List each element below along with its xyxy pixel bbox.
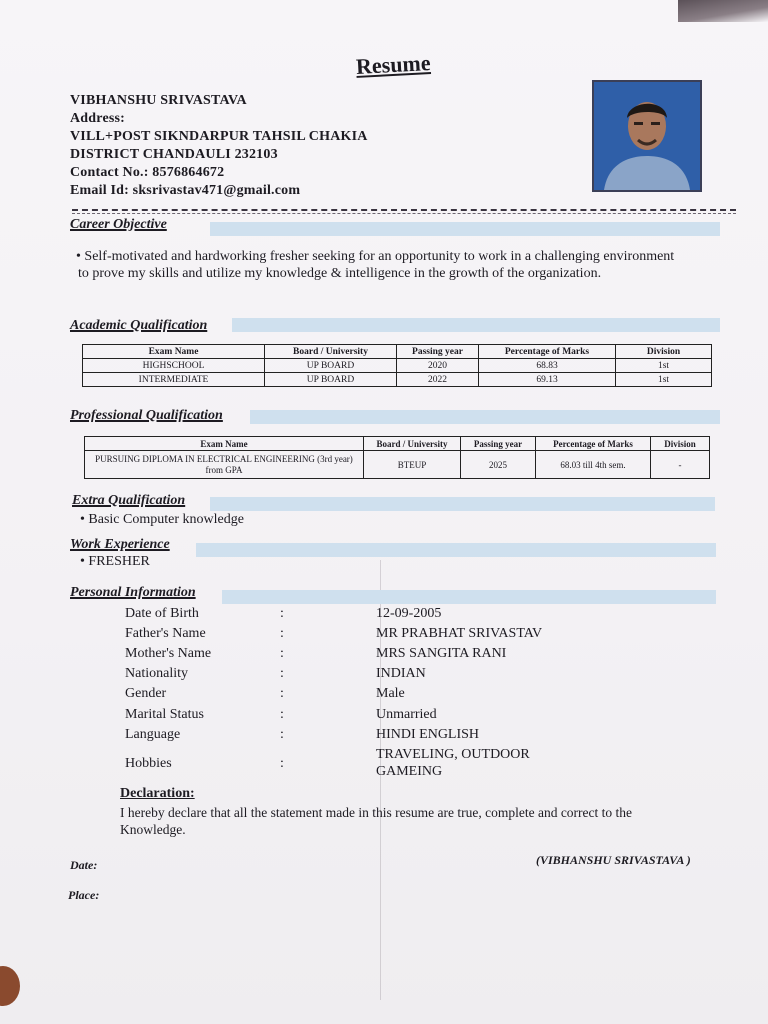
- info-colon: :: [280, 686, 284, 701]
- table-cell: 1st: [616, 373, 712, 387]
- table-cell: 68.83: [479, 359, 616, 373]
- personal-info-heading: Personal Information: [70, 585, 196, 600]
- info-colon: :: [280, 756, 284, 771]
- work-experience-item: • FRESHER: [80, 554, 150, 569]
- info-colon: :: [280, 666, 284, 681]
- academic-table: [82, 344, 712, 387]
- col-division: Division: [616, 345, 712, 359]
- declaration-heading: Declaration:: [120, 786, 195, 801]
- professional-table: [84, 436, 710, 479]
- table-cell: 69.13: [479, 373, 616, 387]
- table-cell: 2022: [397, 373, 479, 387]
- info-label: Date of Birth: [125, 606, 199, 621]
- info-value: MRS SANGITA RANI: [376, 646, 507, 661]
- address-label: Address:: [70, 111, 126, 126]
- date-label: Date:: [70, 858, 98, 872]
- info-label: Nationality: [125, 666, 188, 681]
- table-row: [85, 451, 710, 479]
- col-division: Division: [651, 437, 710, 451]
- address-line-2: DISTRICT CHANDAULI 232103: [70, 147, 278, 162]
- col-board: Board / University: [265, 345, 397, 359]
- info-label: Mother's Name: [125, 646, 212, 661]
- scan-shadow: [678, 0, 768, 22]
- info-label: Marital Status: [125, 707, 204, 722]
- col-exam-name: Exam Name: [83, 345, 265, 359]
- table-cell: 2020: [397, 359, 479, 373]
- professional-heading: Professional Qualification: [70, 408, 223, 423]
- place-label: Place:: [68, 888, 100, 902]
- info-value: TRAVELING, OUTDOOR GAMEING: [376, 747, 530, 779]
- table-header-row: [83, 345, 712, 359]
- divider-line: [72, 213, 736, 214]
- section-bar: [196, 543, 716, 557]
- divider-line: [72, 209, 736, 211]
- info-label: Hobbies: [125, 756, 172, 771]
- col-percentage: Percentage of Marks: [479, 345, 616, 359]
- info-value: Male: [376, 686, 405, 701]
- address-line-1: VILL+POST SIKNDARPUR TAHSIL CHAKIA: [70, 129, 368, 144]
- info-label: Language: [125, 727, 181, 742]
- contact-number: Contact No.: 8576864672: [70, 165, 225, 180]
- info-value: 12-09-2005: [376, 606, 442, 621]
- info-value: Unmarried: [376, 707, 437, 722]
- table-row: [83, 359, 712, 373]
- info-colon: :: [280, 707, 284, 722]
- section-bar: [250, 410, 720, 424]
- section-bar: [232, 318, 720, 332]
- info-colon: :: [280, 626, 284, 641]
- info-colon: :: [280, 606, 284, 621]
- table-cell: BTEUP: [364, 451, 461, 479]
- extra-qualification-heading: Extra Qualification: [72, 493, 186, 508]
- table-cell: INTERMEDIATE: [83, 373, 265, 387]
- section-bar: [210, 497, 715, 511]
- info-value: INDIAN: [376, 666, 426, 681]
- extra-qualification-item: • Basic Computer knowledge: [80, 512, 244, 527]
- career-objective-heading: Career Objective: [70, 217, 167, 232]
- col-exam-name: Exam Name: [85, 437, 364, 451]
- resume-title: Resume: [355, 50, 432, 79]
- section-bar: [210, 222, 720, 236]
- info-value: MR PRABHAT SRIVASTAV: [376, 626, 543, 641]
- info-label: Gender: [125, 686, 167, 701]
- info-colon: :: [280, 646, 284, 661]
- table-cell: UP BOARD: [265, 373, 397, 387]
- col-percentage: Percentage of Marks: [536, 437, 651, 451]
- col-passing-year: Passing year: [461, 437, 536, 451]
- table-cell: 1st: [616, 359, 712, 373]
- table-header-row: [85, 437, 710, 451]
- work-experience-heading: Work Experience: [70, 537, 170, 552]
- declaration-text: I hereby declare that all the statement made in this resume are true, complete and correct to the Knowledge.: [120, 805, 633, 837]
- email-id: Email Id: sksrivastav471@gmail.com: [70, 183, 301, 198]
- table-cell: PURSUING DIPLOMA IN ELECTRICAL ENGINEERING (3rd year) from GPA: [85, 451, 364, 479]
- table-row: [83, 373, 712, 387]
- table-cell: HIGHSCHOOL: [83, 359, 265, 373]
- career-objective-text: • Self-motivated and hardworking fresher seeking for an opportunity to work in a challenging environment to prove my skills and utilize my knowledge & intelligence in the growth of the organization.: [76, 249, 675, 281]
- col-passing-year: Passing year: [397, 345, 479, 359]
- profile-photo: [592, 80, 702, 192]
- table-cell: 68.03 till 4th sem.: [536, 451, 651, 479]
- col-board: Board / University: [364, 437, 461, 451]
- table-cell: 2025: [461, 451, 536, 479]
- academic-heading: Academic Qualification: [70, 318, 208, 333]
- section-bar: [222, 590, 716, 604]
- table-cell: UP BOARD: [265, 359, 397, 373]
- candidate-name: VIBHANSHU SRIVASTAVA: [70, 93, 247, 108]
- info-value: HINDI ENGLISH: [376, 727, 480, 742]
- table-cell: -: [651, 451, 710, 479]
- signature-name: (VIBHANSHU SRIVASTAVA ): [536, 853, 691, 867]
- info-label: Father's Name: [125, 626, 206, 641]
- info-colon: :: [280, 727, 284, 742]
